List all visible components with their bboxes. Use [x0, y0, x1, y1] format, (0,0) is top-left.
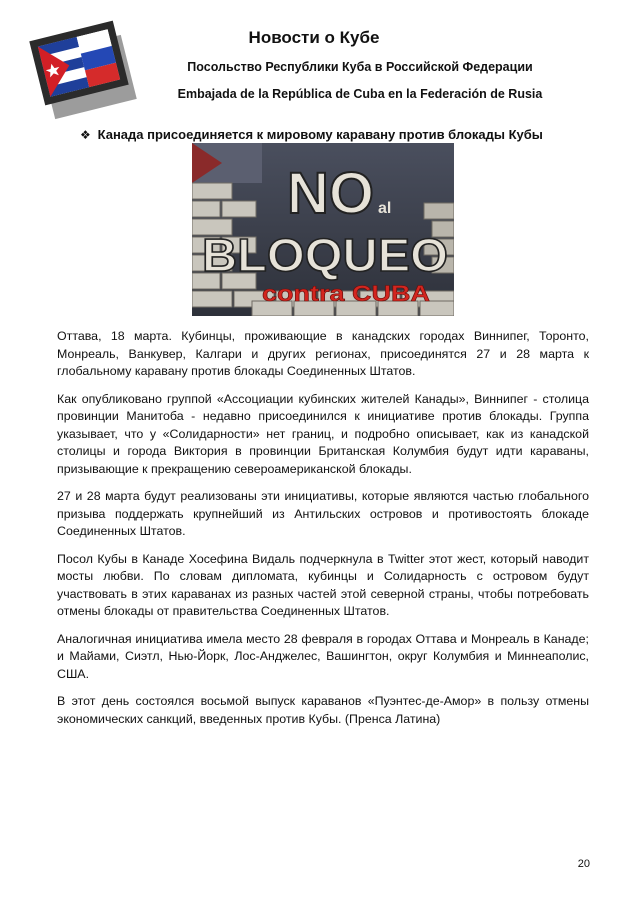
paragraph: 27 и 28 марта будут реализованы эти инициативы, которые являются частью глобального призыва поддержать крупнейший из Антильских островов и противостоять блокаде Соединенных Штатов.: [57, 489, 589, 538]
paragraph: Посол Кубы в Канаде Хосефина Видаль подчеркнула в Twitter этот жест, который наводит мосты любви. По словам дипломата, кубинцы и Солидарность с островом будут участвовать в этих караванах из разных частей этой северной страны, чтобы потребовать отмены блокады от правительства Соединенных Штатов.: [57, 551, 589, 618]
article-photo: [192, 143, 454, 316]
no-al-bloqueo-image: [192, 143, 454, 316]
paragraph: В этот день состоялся восьмой выпуск караванов «Пуэнтес-де-Амор» в пользу отмены экономических санкций, введенных против Кубы. (Пренса Латина): [57, 694, 589, 726]
embassy-name-es: Embajada de la República de Cuba en la Federación de Rusia: [177, 87, 543, 101]
page-number: 20: [577, 858, 590, 870]
headline-text: Канада присоединяется к мировому каравану против блокады Кубы: [97, 127, 543, 142]
image-text-contra-cuba: contra CUBA: [262, 281, 431, 306]
image-text-al: al: [378, 200, 392, 217]
article-body: [57, 328, 589, 738]
article-headline: [80, 127, 543, 142]
image-text-bloqueo: BLOQUEO: [202, 229, 448, 281]
image-text-no: NO: [287, 161, 374, 226]
paragraph: Аналогичная инициатива имела место 28 февраля в городах Оттава и Монреаль в Канаде; и Майами, Сиэтл, Нью-Йорк, Лос-Анджелес, Вашингтон, округ Колумбия и Миннеаполис, США.: [57, 631, 589, 681]
embassy-name-ru: Посольство Республики Куба в Российской Федерации: [187, 60, 533, 74]
diamond-bullet-icon: ❖: [80, 128, 91, 142]
page-title: Новости о Кубе: [248, 28, 380, 47]
paragraph: Оттава, 18 марта. Кубинцы, проживающие в канадских городах Виннипег, Торонто, Монреаль, Ванкувер, Калгари и других регионах, присоединятся 27 и 28 марта к глобальному каравану против блокады Соединенных Штатов.: [57, 329, 589, 378]
paragraph: Как опубликовано группой «Ассоциации кубинских жителей Канады», Виннипег - столица провинции Манитоба - недавно присоединился к инициативе против блокады. Группа указывает, что у «Солидарности» нет границ, и подробно описывает, как из канадской столицы и города Виктория в провинции Британская Колумбия будут идти караваны, призывающие к прекращению североамериканской блокады.: [57, 391, 589, 476]
